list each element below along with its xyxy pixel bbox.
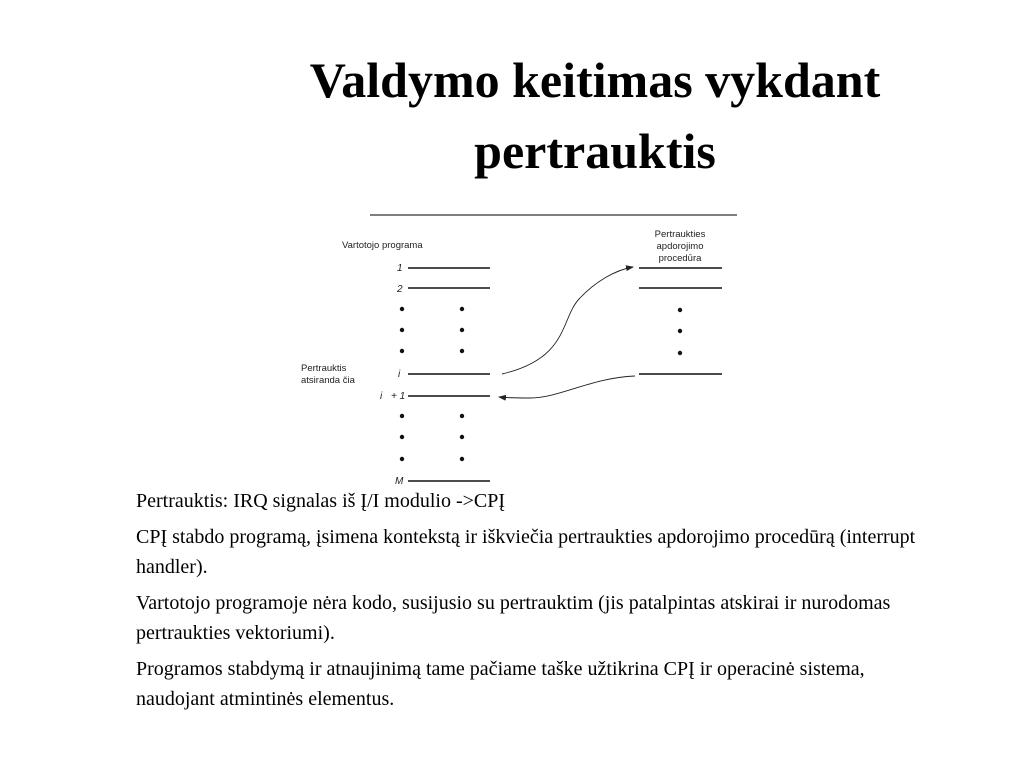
interrupt-label-line-2: atsiranda čia	[301, 375, 355, 386]
ellipsis-dot	[400, 328, 404, 332]
user-program-label: Vartotojo programa	[342, 240, 423, 251]
ellipsis-dot	[460, 435, 464, 439]
ellipsis-dot	[678, 351, 682, 355]
instruction-label-i-plus-1: i	[380, 391, 383, 402]
instruction-label-1: 1	[397, 263, 403, 274]
handler-label-line-2: apdorojimo	[656, 241, 704, 252]
body-paragraph: Vartotojo programoje nėra kodo, susijusio su pertrauktim (jis patalpintas atskirai ir nurodomas pertraukties vektoriumi).	[136, 592, 891, 644]
slide-title-line-1: Valdymo keitimas vykdant	[309, 52, 881, 108]
ellipsis-dot	[400, 349, 404, 353]
instruction-label-i: i	[398, 369, 401, 380]
body-paragraph: Pertrauktis: IRQ signalas iš Į/I modulio ->CPĮ	[136, 490, 506, 512]
body-paragraph: CPĮ stabdo programą, įsimena kontekstą ir iškviečia pertraukties apdorojimo procedūrą (interrupt handler).	[136, 526, 916, 578]
ellipsis-dot	[400, 307, 404, 311]
arrow-return-to-program	[499, 376, 635, 398]
ellipsis-dot	[460, 414, 464, 418]
ellipsis-dot	[678, 308, 682, 312]
ellipsis-dot	[460, 307, 464, 311]
ellipsis-dot	[400, 435, 404, 439]
interrupt-label-line-1: Pertrauktis	[301, 363, 347, 374]
slide-body	[136, 486, 936, 720]
ellipsis-dot	[400, 414, 404, 418]
interrupt-flow-diagram	[290, 208, 750, 488]
arrow-to-handler	[502, 267, 633, 374]
ellipsis-dot	[460, 328, 464, 332]
ellipsis-dot	[678, 329, 682, 333]
slide-title-line-2: pertrauktis	[474, 123, 716, 179]
body-paragraph: Programos stabdymą ir atnaujinimą tame pačiame taške užtikrina CPĮ ir operacinė sistema, naudojant atmintinės elementus.	[136, 658, 865, 710]
handler-label-line-3: procedūra	[658, 253, 702, 264]
instruction-label-2: 2	[397, 284, 403, 295]
instruction-label-m: M	[395, 476, 404, 487]
instruction-label-i-plus-1-suffix: + 1	[391, 391, 406, 402]
ellipsis-dot	[460, 349, 464, 353]
handler-label-line-1: Pertraukties	[654, 229, 706, 240]
ellipsis-dot	[400, 457, 404, 461]
ellipsis-dot	[460, 457, 464, 461]
